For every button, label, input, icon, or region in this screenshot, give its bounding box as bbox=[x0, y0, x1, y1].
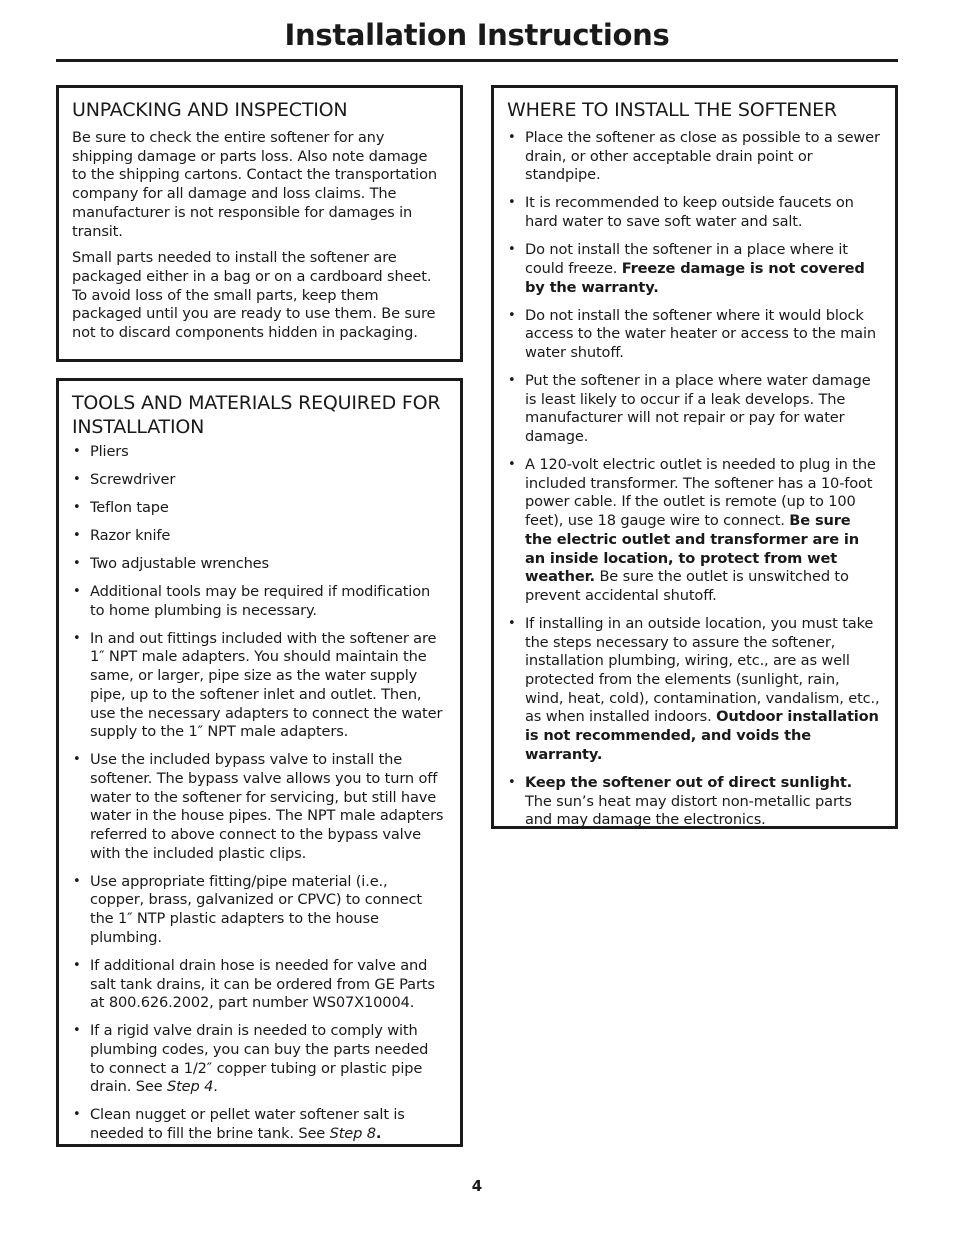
tools-heading: TOOLS AND MATERIALS REQUIRED FOR INSTALLATION bbox=[72, 392, 441, 438]
where-section bbox=[491, 85, 898, 829]
list-item: • Additional tools may be required if modification to home plumbing is necessary. bbox=[72, 583, 446, 620]
where-list bbox=[507, 129, 881, 830]
list-item: • Keep the softener out of direct sunlight. The sun’s heat may distort non-metallic parts and may damage the electronics. bbox=[507, 774, 881, 830]
warning-text: Be sure the electric outlet and transformer are in an inside location, to protect from wet weather. bbox=[525, 512, 859, 586]
list-item: • Screwdriver bbox=[72, 471, 446, 490]
list-item: • If additional drain hose is needed for valve and salt tank drains, it can be ordered from GE Parts at 800.626.2002, part number WS07X10004. bbox=[72, 957, 446, 1013]
step-reference: Step 4 bbox=[167, 1078, 214, 1096]
page-title: Installation Instructions bbox=[284, 18, 670, 52]
list-item: • If installing in an outside location, you must take the steps necessary to assure the softener, installation plumbing, wiring, etc., are as well protected from the elements (sunlight, rain, wind, heat, cold), contamination, vandalism, etc., as when installed indoors. Outdoor installation is not recommended, and voids the warranty. bbox=[507, 615, 881, 765]
page-number: 4 bbox=[471, 1177, 483, 1195]
title-rule bbox=[56, 59, 898, 62]
list-item: • Do not install the softener where it would block access to the water heater or access to the main water shutoff. bbox=[507, 307, 881, 363]
list-item: • Do not install the softener in a place where it could freeze. Freeze damage is not covered by the warranty. bbox=[507, 241, 881, 297]
warning-text: Keep the softener out of direct sunlight. bbox=[525, 773, 853, 791]
list-item: • A 120-volt electric outlet is needed to plug in the included transformer. The softener has a 10-foot power cable. If the outlet is remote (up to 100 feet), use 18 gauge wire to connect. Be sure the electric outlet and transformer are in an inside location, to protect from wet weather. Be sure the outlet is unswitched to prevent accidental shutoff. bbox=[507, 456, 881, 606]
unpacking-heading: UNPACKING AND INSPECTION bbox=[72, 99, 348, 121]
tools-list bbox=[72, 443, 446, 1144]
unpacking-section bbox=[56, 85, 463, 362]
unpacking-paragraph-1: Be sure to check the entire softener for any shipping damage or parts loss. Also note damage to the shipping cartons. Contact the transportation company for all damage and loss claims. The manufacturer is not responsible for damages in transit. bbox=[72, 129, 437, 240]
list-item: • Two adjustable wrenches bbox=[72, 555, 446, 574]
unpacking-paragraph-2: Small parts needed to install the softener are packaged either in a bag or on a cardboard sheet. To avoid loss of the small parts, keep them packaged until you are ready to use them. Be sure not to discard components hidden in packaging. bbox=[72, 249, 436, 342]
tools-section bbox=[56, 378, 463, 1147]
list-item: • Use the included bypass valve to install the softener. The bypass valve allows you to turn off water to the softener for servicing, but still have water in the house pipes. The NPT male adapters referred to above connect to the bypass valve with the included plastic clips. bbox=[72, 751, 446, 863]
list-item: • If a rigid valve drain is needed to comply with plumbing codes, you can buy the parts needed to connect a 1/2″ copper tubing or plastic pipe drain. See Step 4. bbox=[72, 1022, 446, 1097]
where-heading: WHERE TO INSTALL THE SOFTENER bbox=[507, 99, 837, 121]
list-item: • Put the softener in a place where water damage is least likely to occur if a leak develops. The manufacturer will not repair or pay for water damage. bbox=[507, 372, 881, 447]
list-item: • It is recommended to keep outside faucets on hard water to save soft water and salt. bbox=[507, 194, 881, 231]
list-item: • Teflon tape bbox=[72, 499, 446, 518]
list-item: • In and out fittings included with the softener are 1″ NPT male adapters. You should maintain the same, or larger, pipe size as the water supply pipe, up to the softener inlet and outlet. Then, use the necessary adapters to connect the water supply to the 1″ NPT male adapters. bbox=[72, 630, 446, 742]
warning-text: Outdoor installation is not recommended, and voids the warranty. bbox=[525, 708, 879, 763]
list-item: • Use appropriate fitting/pipe material (i.e., copper, brass, galvanized or CPVC) to connect the 1″ NTP plastic adapters to the house plumbing. bbox=[72, 873, 446, 948]
step-reference: Step 8 bbox=[329, 1125, 376, 1143]
list-item: • Pliers bbox=[72, 443, 446, 462]
list-item: • Razor knife bbox=[72, 527, 446, 546]
list-item: • Place the softener as close as possible to a sewer drain, or other acceptable drain point or standpipe. bbox=[507, 129, 881, 185]
warning-text: Freeze damage is not covered by the warranty. bbox=[525, 259, 865, 296]
list-item: • Clean nugget or pellet water softener salt is needed to fill the brine tank. See Step 8. bbox=[72, 1106, 446, 1143]
